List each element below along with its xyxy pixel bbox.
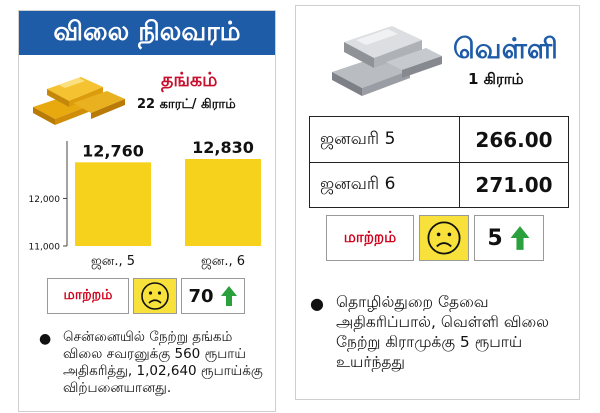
gold-note-text: சென்னையில் நேற்று தங்கம் விலை சவரனுக்கு 560 ரூபாய் அதிகரித்து, 1,02,640 ரூபாய்க்கு விற்பனையானது. [63,329,263,396]
gold-change-label: மாற்றம் [63,287,113,303]
gold-change-label-box [47,278,129,314]
sad-face-icon [140,281,170,311]
silver-note [310,292,572,372]
silver-change-value: 5 [487,225,503,251]
up-arrow-icon [220,285,238,307]
silver-sad-face-box [419,215,469,261]
bullet-icon: ● [39,331,52,347]
silver-unit: 1 கிராம் [468,70,524,88]
bar [185,159,261,246]
bullet-icon: ● [310,294,324,313]
silver-bars-icon [326,12,444,100]
gold-change-value: 70 [188,285,214,307]
price-date: ஜனவரி 5 [310,117,460,162]
silver-change-value-box [474,215,544,261]
table-row [310,162,568,207]
silver-change-label-box [326,215,414,261]
bar-value-label: 12,830 [192,138,254,157]
gold-change-row [47,278,245,314]
up-arrow-icon [509,225,531,251]
sad-face-icon [426,220,462,256]
gold-price-chart [19,131,275,271]
price-value: 266.00 [475,127,553,152]
silver-title: வெள்ளி [453,32,558,65]
gold-note [39,329,271,397]
gold-bars-icon [29,67,129,125]
gold-unit: 22 காரட்/ கிராம் [137,97,236,112]
bar [75,162,151,246]
table-row [310,117,568,162]
y-tick-label: 12,000 [28,194,60,205]
silver-change-label: மாற்றம் [343,228,397,246]
bar-value-label: 12,760 [82,141,144,161]
page-title: விலை நிலவரம் [19,11,275,55]
gold-title: தங்கம் [161,69,218,91]
x-tick-label: ஜன., 5 [90,254,136,269]
gold-sad-face-box [133,278,177,314]
gold-panel [18,10,276,412]
silver-price-table [309,116,569,208]
gold-change-value-box [181,278,245,314]
price-date: ஜனவரி 6 [310,163,460,207]
silver-panel [295,5,580,400]
y-tick-label: 11,000 [28,242,60,253]
silver-change-row [326,215,544,261]
silver-note-text: தொழில்துறை தேவை அதிகரிப்பால், வெள்ளி விலை நேற்று கிராமுக்கு 5 ரூபாய் உயர்ந்தது [336,293,549,371]
x-tick-label: ஜன., 6 [200,254,246,269]
price-value: 271.00 [475,173,553,197]
